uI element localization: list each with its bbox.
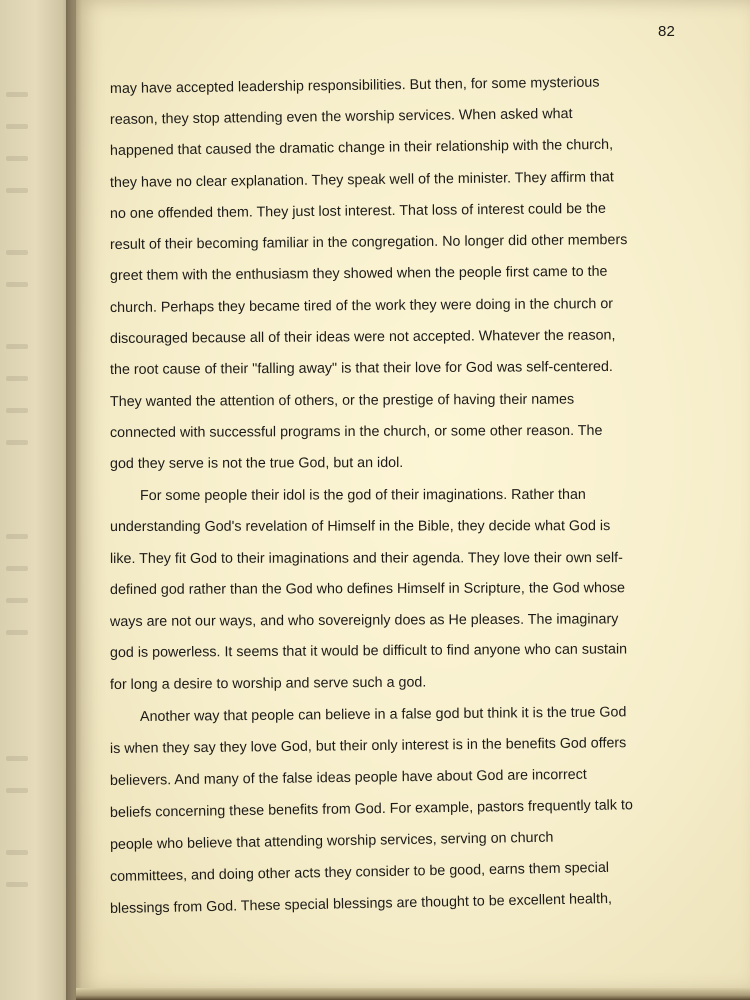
text-line: blessings from God. These special blessings are thought to be excellent health,	[109, 890, 613, 917]
ghost-text-mark	[6, 124, 28, 129]
page-bottom-edge	[76, 988, 750, 1000]
text-line: may have accepted leadership responsibilities. But then, for some mysterious	[109, 74, 600, 97]
text-line: beliefs concerning these benefits from God. For example, pastors frequently talk to	[109, 797, 633, 821]
ghost-text-mark	[6, 440, 28, 445]
text-line: They wanted the attention of others, or the prestige of having their names	[109, 391, 575, 410]
ghost-text-mark	[6, 756, 28, 761]
text-line: reason, they stop attending even the worship services. When asked what	[109, 105, 573, 128]
text-line: god is powerless. It seems that it would be difficult to find anyone who can sustain	[109, 641, 628, 661]
text-line: connected with successful programs in the church, or some other reason. The	[109, 422, 603, 441]
ghost-text-mark	[6, 850, 28, 855]
book-gutter-shadow	[66, 0, 82, 1000]
text-line: result of their becoming familiar in the congregation. No longer did other members	[109, 232, 628, 253]
text-line: For some people their idol is the god of their imaginations. Rather than	[139, 486, 586, 504]
ghost-text-mark	[6, 598, 28, 603]
ghost-text-mark	[6, 250, 28, 255]
ghost-text-mark	[6, 408, 28, 413]
ghost-text-mark	[6, 788, 28, 793]
text-line: like. They fit God to their imaginations and their agenda. They love their own self-	[109, 550, 623, 567]
text-line: Another way that people can believe in a false god but think it is the true God	[139, 704, 627, 725]
text-line: god they serve is not the true God, but an idol.	[109, 454, 404, 472]
text-line: for long a desire to worship and serve such a god.	[109, 674, 427, 693]
ghost-text-mark	[6, 376, 28, 381]
text-line: understanding God's revelation of Himself in the Bible, they decide what God is	[109, 518, 611, 535]
ghost-text-mark	[6, 156, 28, 161]
page-number: 82	[658, 23, 676, 40]
text-line: discouraged because all of their ideas were not accepted. Whatever the reason,	[109, 327, 616, 347]
text-line: defined god rather than the God who defines Himself in Scripture, the God whose	[109, 580, 626, 598]
ghost-text-mark	[6, 630, 28, 635]
text-line: ways are not our ways, and who sovereignly does as He pleases. The imaginary	[109, 611, 619, 630]
ghost-text-mark	[6, 92, 28, 97]
text-line: committees, and doing other acts they consider to be good, earns them special	[109, 859, 610, 885]
text-line: happened that caused the dramatic change in their relationship with the church,	[109, 136, 614, 159]
text-line: people who believe that attending worship services, serving on church	[109, 829, 554, 853]
text-line: the root cause of their "falling away" is that their love for God was self-centered.	[109, 358, 613, 378]
ghost-text-mark	[6, 534, 28, 539]
text-line: is when they say they love God, but their only interest is in the benefits God offers	[109, 735, 627, 757]
text-line: no one offended them. They just lost interest. That loss of interest could be the	[109, 200, 606, 222]
ghost-text-mark	[6, 188, 28, 193]
ghost-text-mark	[6, 344, 28, 349]
ghost-text-mark	[6, 282, 28, 287]
text-line: greet them with the enthusiasm they showed when the people first came to the	[109, 263, 608, 284]
text-line: believers. And many of the false ideas people have about God are incorrect	[109, 766, 587, 789]
ghost-text-mark	[6, 882, 28, 887]
ghost-text-mark	[6, 566, 28, 571]
text-line: they have no clear explanation. They speak well of the minister. They affirm that	[109, 169, 614, 191]
text-line: church. Perhaps they became tired of the work they were doing in the church or	[109, 296, 614, 316]
